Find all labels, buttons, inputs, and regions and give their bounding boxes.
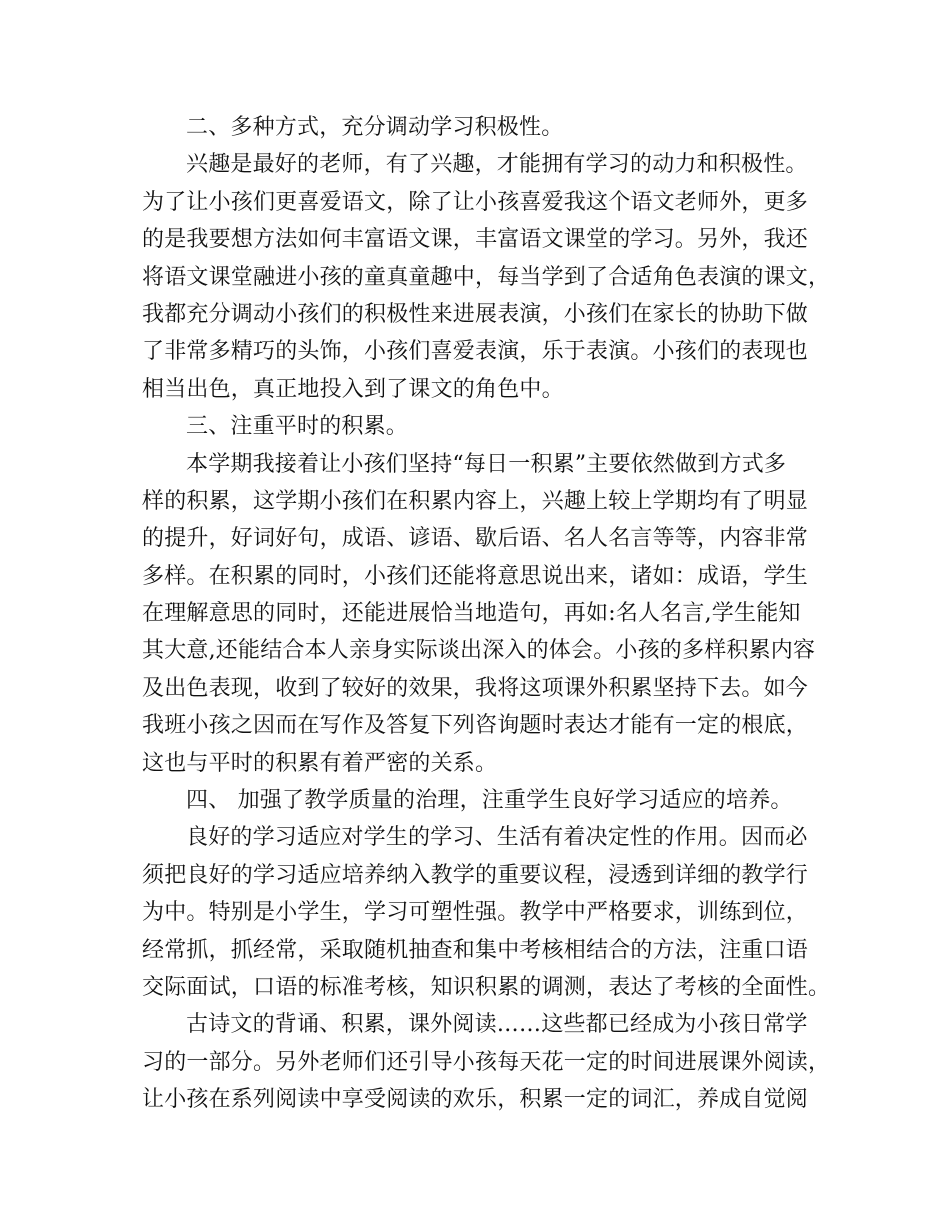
section-heading	[142, 782, 814, 819]
paragraph-line: 相当出色，真正地投入到了课文的角色中。	[142, 376, 564, 402]
paragraph-line: 样的积累，这学期小孩们在积累内容上，兴趣上较上学期均有了明显	[142, 488, 809, 514]
paragraph-line: 将语文课堂融进小孩的童真童趣中，每当学到了合适角色表演的课文，	[142, 264, 831, 290]
paragraph-line: 本学期我接着让小孩们坚持“每日一积累”主要依然做到方式多	[186, 451, 787, 477]
paragraph-line: 的是我要想方法如何丰富语文课，丰富语文课堂的学习。另外，我还	[142, 227, 809, 253]
paragraph-line: 交际面试，口语的标准考核，知识积累的调测，表达了考核的全面性。	[142, 974, 831, 1000]
document-body	[142, 109, 831, 1119]
paragraph-line: 古诗文的背诵、积累，课外阅读……这些都已经成为小孩日常学	[186, 1012, 808, 1038]
paragraph	[142, 1006, 831, 1118]
paragraph	[142, 446, 814, 783]
paragraph-line: 在理解意思的同时，还能进展恰当地造句，再如:名人名言,学生能知	[142, 601, 801, 627]
paragraph-line: 我班小孩之因而在写作及答复下列咨询题时表达才能有一定的根底，	[142, 713, 809, 739]
paragraph	[142, 146, 831, 408]
paragraph-line: 为了让小孩们更喜爱语文，除了让小孩喜爱我这个语文老师外，更多	[142, 189, 809, 215]
paragraph-line: 其大意,还能结合本人亲身实际谈出深入的体会。小孩的多样积累内容	[142, 638, 816, 664]
paragraph-line: 这也与平时的积累有着严密的关系。	[142, 750, 498, 776]
paragraph-line: 了非常多精巧的头饰，小孩们喜爱表演，乐于表演。小孩们的表现也	[142, 339, 809, 365]
paragraph-line: 的提升，好词好句，成语、谚语、歇后语、名人名言等等，内容非常	[142, 526, 809, 552]
paragraph	[142, 819, 831, 1006]
paragraph-line: 须把良好的学习适应培养纳入教学的重要议程，浸透到详细的教学行	[142, 862, 809, 888]
paragraph-line: 为中。特别是小学生，学习可塑性强。教学中严格要求，训练到位，	[142, 900, 809, 926]
paragraph-line: 良好的学习适应对学生的学习、生活有着决定性的作用。因而必	[186, 825, 808, 851]
section-heading	[142, 109, 814, 146]
paragraph-line: 让小孩在系列阅读中享受阅读的欢乐，积累一定的词汇，养成自觉阅	[142, 1087, 809, 1113]
paragraph-line: 我都充分调动小孩们的积极性来进展表演，小孩们在家长的协助下做	[142, 301, 809, 327]
paragraph-line: 及出色表现，收到了较好的效果，我将这项课外积累坚持下去。如今	[142, 675, 809, 701]
paragraph-line: 兴趣是最好的老师，有了兴趣，才能拥有学习的动力和积极性。	[186, 152, 808, 178]
paragraph-line: 习的一部分。另外老师们还引导小孩每天花一定的时间进展课外阅读，	[142, 1049, 831, 1075]
section-heading	[142, 408, 814, 445]
heading-text: 二、多种方式，充分调动学习积极性。	[186, 115, 564, 140]
paragraph-line: 多样。在积累的同时，小孩们还能将意思说出来，诸如：成语，学生	[142, 563, 809, 589]
heading-text: 三、注重平时的积累。	[186, 414, 409, 440]
paragraph-line: 经常抓，抓经常，采取随机抽查和集中考核相结合的方法，注重口语	[142, 937, 809, 963]
heading-text: 四、 加强了教学质量的治理，注重学生良好学习适应的培养。	[186, 788, 793, 814]
